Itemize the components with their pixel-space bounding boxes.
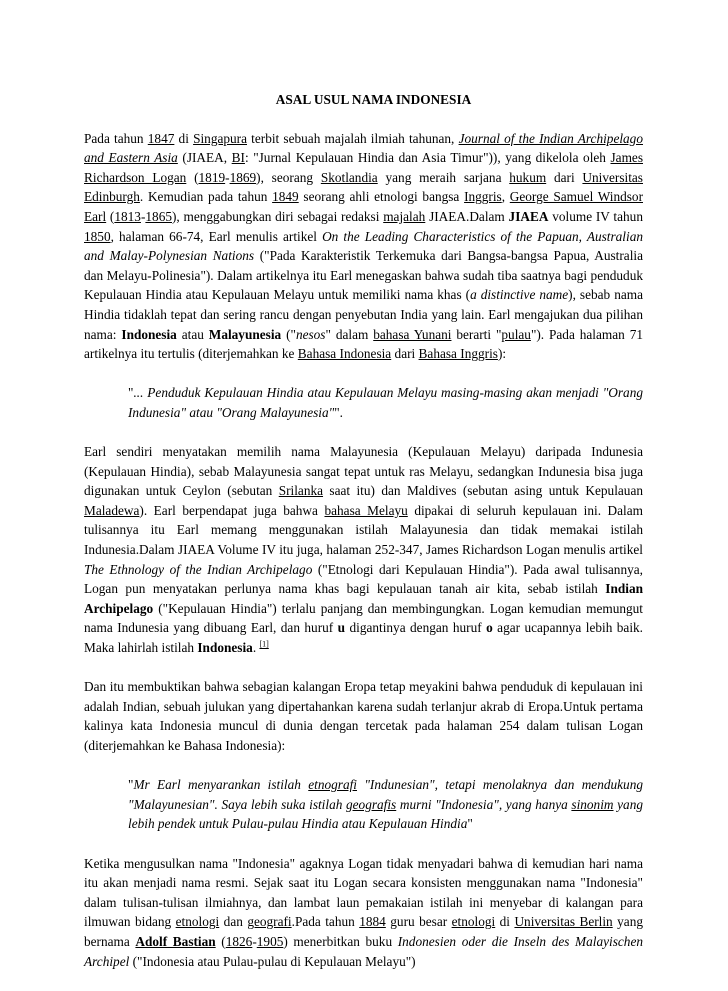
text: " [128, 385, 134, 401]
text: Mr Earl menyarankan istilah [133, 777, 309, 793]
text: ). Earl berpendapat juga bahwa [139, 502, 325, 518]
link-universitas-berlin[interactable]: Universitas Berlin [514, 914, 613, 930]
text: volume IV tahun [548, 208, 643, 224]
text: Earl sendiri menyatakan memilih nama Malayunesia (Kepulauan Melayu) daripada Indunesia (Kepulauan Hindia), sebab Malayunesia sangat tepat untuk ras Melayu, sedangkan Indunesia bisa juga digunakan untuk Ceylon (sebutan [84, 444, 643, 499]
paragraph-3: Dan itu membuktikan bahwa sebagian kalangan Eropa tetap meyakini bahwa penduduk di kepulauan ini adalah Indian, sebuah julukan yang dipertahankan karena sudah terlanjur akrab di Eropa.Untuk pertama kalinya kata Indonesia muncul di dunia dengan tercetak pada halaman 254 dalam tulisan Logan (diterjemahkan ke Bahasa Indonesia): [84, 679, 643, 753]
link-1905[interactable]: 1905 [256, 933, 284, 949]
text: ". [334, 404, 343, 420]
paragraph-2 [84, 442, 643, 658]
text: . Kemudian pada tahun [139, 189, 273, 205]
text: "). Pada halaman 71 artikelnya itu tertulis (diterjemahkan ke [84, 326, 643, 362]
text: digantinya dengan huruf [345, 620, 487, 636]
text: ): [497, 346, 507, 362]
text: ( [215, 933, 226, 949]
text: agar ucapannya lebih baik. Maka lahirlah istilah [84, 620, 643, 656]
document-page [84, 90, 643, 991]
text: dan [219, 914, 248, 930]
text: saat itu) dan Maldives (sebutan asing untuk Kepulauan [323, 483, 643, 499]
text: atau [176, 326, 209, 342]
footnote-link[interactable]: [1] [259, 639, 269, 649]
paragraph-4 [84, 854, 643, 972]
link-edinburgh[interactable]: Universitas Edinburgh [84, 169, 643, 205]
bold-jiaea: JIAEA [508, 208, 549, 224]
text: " [467, 816, 473, 832]
text: , [501, 189, 510, 205]
text: - [252, 933, 257, 949]
bold-letter-u: u [337, 620, 346, 636]
link-bahasa-inggris[interactable]: Bahasa Inggris [418, 346, 498, 362]
bold-malayunesia: Malayunesia [208, 326, 282, 342]
link-bahasa-melayu[interactable]: bahasa Melayu [324, 502, 408, 518]
text: ( [186, 169, 199, 185]
text: - [225, 169, 230, 185]
text: terbit sebuah majalah ilmiah tahunan, [247, 130, 459, 146]
text: guru besar [385, 914, 452, 930]
text: ), sebab nama Hindia tidaklah tepat dan sering rancu dengan penyebutan India yang lain. Earl mengajukan dua pilihan nama: [84, 287, 643, 342]
text: (JIAEA, [177, 150, 232, 166]
bold-indonesia: Indonesia [121, 326, 177, 342]
text: , halaman 66-74, Earl menulis artikel [110, 228, 323, 244]
text: ("Pada Karakteristik Terkemuka dari Bangsa-bangsa Papua, Australia dan Melayu-Polinesia"). Dalam artikelnya itu Earl menegaskan bahwa sudah tiba saatnya bagi penduduk Kepulauan Hindia atau Kepulauan Melayu untuk memiliki nama khas ( [84, 248, 643, 303]
italic-distinctive-name: a distinctive name [470, 287, 569, 303]
link-1869[interactable]: 1869 [229, 169, 257, 185]
text: ( [106, 208, 115, 224]
text: dipakai di seluruh kepulauan ini. Dalam tulisannya itu Earl memang menggunakan istilah Malayunesia dan tidak memakai istilah Indunesia.Dalam JIAEA Volume IV itu juga, halaman 252-347, James Richardson Logan menulis artikel [84, 502, 643, 558]
text: ("Indonesia atau Pulau-pulau di Kepulauan Melayu") [129, 953, 416, 969]
link-bi[interactable]: BI [231, 150, 245, 166]
link-bahasa-indonesia[interactable]: Bahasa Indonesia [297, 346, 392, 362]
text: (" [281, 326, 296, 342]
link-pulau[interactable]: pulau [501, 326, 531, 342]
text: berarti " [451, 326, 502, 342]
text: di [495, 914, 515, 930]
text: "Indunesian", tetapi menolaknya dan mendukung "Malayunesian". Saya lebih suka istilah [128, 777, 643, 812]
link-skotlandia[interactable]: Skotlandia [320, 169, 378, 185]
text: ), seorang [256, 169, 321, 185]
text: di [174, 130, 194, 146]
link-sinonim[interactable]: sinonim [571, 796, 614, 812]
link-1884[interactable]: 1884 [359, 914, 386, 930]
text: yang meraih sarjana [377, 169, 510, 185]
document-title: ASAL USUL NAMA INDONESIA [275, 92, 472, 107]
quote-2 [128, 775, 643, 834]
link-1813[interactable]: 1813 [114, 208, 141, 224]
text: ("Etnologi dari Kepulauan Hindia"). Pada awal tulisannya, Logan pun menyatakan perlunya nama khas bagi kepulauan tanah air kita, sebab istilah [84, 561, 643, 597]
text: - [140, 208, 146, 224]
text: : "Jurnal Kepulauan Hindia dan Asia Timur")), yang dikelola oleh [244, 150, 611, 166]
text: " dalam [325, 326, 374, 342]
text: Ketika mengusulkan nama "Indonesia" agaknya Logan tidak menyadari bahwa di kemudian hari nama itu akan menjadi nama resmi. Sejak saat itu Logan secara konsisten menggunakan nama "Indonesia" dalam tulisan-tulisan ilmiahnya, dan lambat laun pemakaian istilah ini menyebar di kalangan para ilmuwan bidang [84, 855, 643, 930]
text: JIAEA.Dalam [425, 208, 509, 224]
link-majalah[interactable]: majalah [383, 208, 426, 224]
link-logan[interactable]: James Richardson Logan [84, 150, 643, 185]
book-title: Indonesien oder die Inseln des Malayischen Archipel [84, 933, 643, 969]
link-singapura[interactable]: Singapura [193, 130, 247, 146]
text: dari [546, 169, 583, 185]
link-maladewa[interactable]: Maladewa [84, 502, 140, 518]
link-geografi[interactable]: geografi [247, 914, 292, 930]
link-hukum[interactable]: hukum [509, 169, 547, 185]
article-title: On the Leading Characteristics of the Papuan, Australian and Malay-Polynesian Nations [84, 228, 643, 264]
link-etnologi-2[interactable]: etnologi [451, 914, 496, 930]
paragraph-1 [84, 129, 643, 364]
link-inggris[interactable]: Inggris [464, 189, 502, 205]
link-bahasa-yunani[interactable]: bahasa Yunani [373, 326, 452, 342]
link-srilanka[interactable]: Srilanka [278, 483, 324, 499]
italic-nesos: nesos [295, 326, 326, 342]
quote-1-text: ... Penduduk Kepulauan Hindia atau Kepulauan Melayu masing-masing akan menjadi "Orang Indunesia" atau "Orang Malayunesia" [128, 385, 643, 420]
link-1847[interactable]: 1847 [147, 130, 175, 146]
link-geografis[interactable]: geografis [346, 796, 397, 812]
link-1849[interactable]: 1849 [272, 189, 299, 205]
link-journal[interactable]: Journal of the Indian Archipelago and Eastern Asia [84, 130, 643, 166]
quote-2-text [128, 777, 643, 831]
text: yang bernama [84, 914, 643, 949]
article-title-ethnology: The Ethnology of the Indian Archipelago [84, 561, 313, 577]
quote-1 [128, 383, 643, 422]
link-1865[interactable]: 1865 [145, 208, 172, 224]
text: ) menerbitkan buku [283, 933, 398, 949]
text: ("Kepulauan Hindia") terlalu panjang dan membingungkan. Logan kemudian memungut nama Indunesia yang dibuang Earl, dan huruf [84, 600, 643, 636]
text: Pada tahun [84, 130, 148, 146]
text: " [128, 777, 134, 793]
link-1850[interactable]: 1850 [84, 228, 111, 244]
link-1819[interactable]: 1819 [198, 169, 226, 185]
text: .Pada tahun [291, 914, 360, 930]
text: murni "Indonesia", yang hanya [396, 796, 572, 812]
link-adolf-bastian[interactable]: Adolf Bastian [135, 933, 216, 949]
text: yang lebih pendek untuk Pulau-pulau Hindia atau Kepulauan Hindia [128, 796, 643, 832]
text: seorang ahli etnologi bangsa [298, 189, 465, 205]
text: . [252, 640, 260, 656]
link-etnologi[interactable]: etnologi [175, 914, 220, 930]
link-etnografi[interactable]: etnografi [308, 777, 358, 793]
text: dari [391, 346, 419, 362]
bold-indonesia-2: Indonesia [197, 640, 253, 656]
bold-letter-o: o [486, 620, 493, 636]
link-earl[interactable]: George Samuel Windsor Earl [84, 189, 643, 224]
link-1826[interactable]: 1826 [225, 933, 253, 949]
bold-indian-archipelago: Indian Archipelago [84, 581, 643, 616]
text: ), menggabungkan diri sebagai redaksi [171, 208, 384, 224]
